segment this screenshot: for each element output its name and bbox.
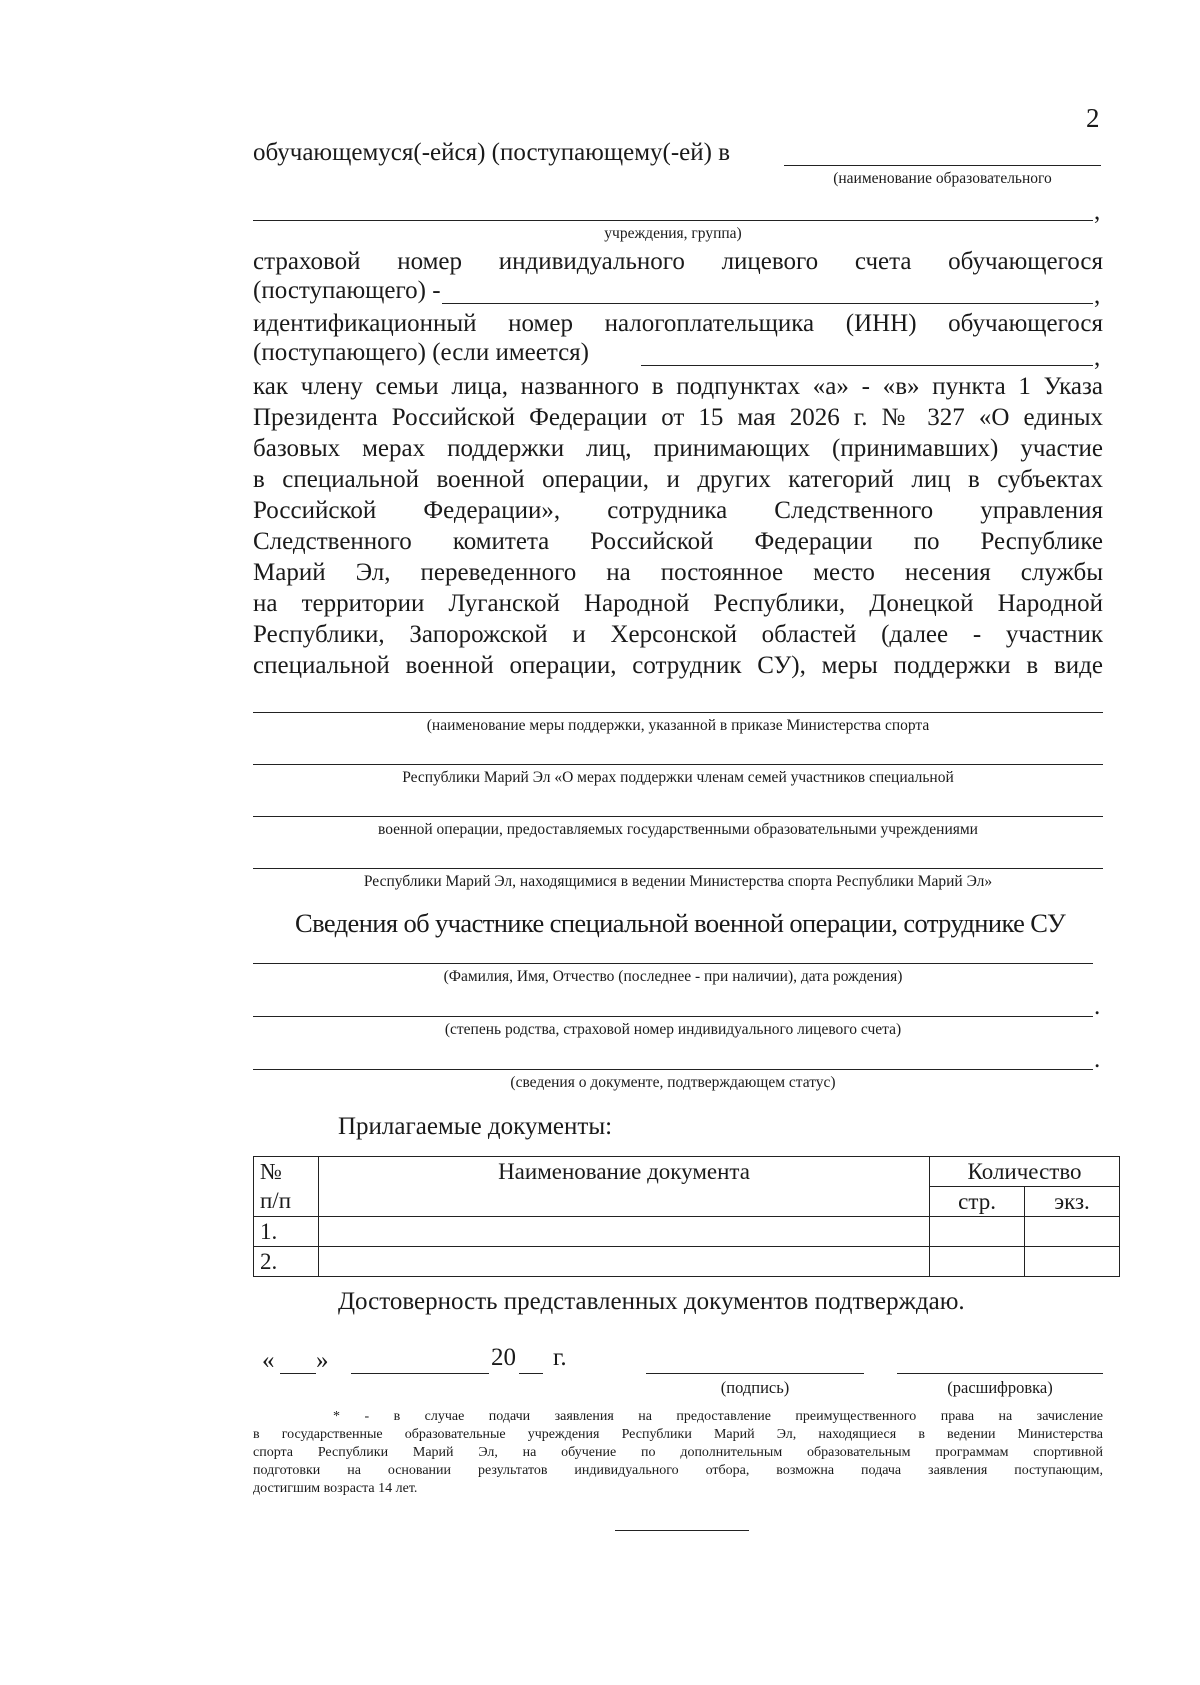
row-number: 1. <box>254 1217 319 1247</box>
col-copies-header: экз. <box>1025 1187 1120 1217</box>
attachments-table <box>253 1156 1120 1277</box>
measure-caption: (наименование меры поддержки, указанной в приказе Министерства спорта <box>426 717 930 734</box>
snils-label: страховой номер индивидуального лицевого счета обучающегося <box>253 248 1103 275</box>
date-close-quote: » <box>316 1347 329 1374</box>
snils-label-cont: (поступающего) - <box>253 277 441 304</box>
body-line: специальной военной операции, сотрудник СУ), меры поддержки в виде <box>253 652 1103 679</box>
body-line: Марий Эл, переведенного на постоянное место несения службы <box>253 559 1103 586</box>
body-line: Президента Российской Федерации от 15 мая 2026 г. № 327 «О единых <box>253 404 1103 431</box>
measure-caption: Республики Марий Эл «О мерах поддержки членам семей участников специальной <box>402 769 954 786</box>
participant-name-field[interactable] <box>253 963 1093 964</box>
confirmation-text: Достоверность представленных документов подтверждаю. <box>338 1288 965 1315</box>
footnote-line: достигшим возраста 14 лет. <box>253 1481 418 1496</box>
date-open-quote: « <box>262 1347 275 1374</box>
col-qty-header: Количество <box>930 1157 1120 1187</box>
pages-cell[interactable] <box>930 1217 1025 1247</box>
transcript-caption: (расшифровка) <box>947 1378 1053 1397</box>
table-row <box>254 1247 1120 1277</box>
institution-name-field[interactable] <box>784 165 1101 166</box>
footnote-line: спорта Республики Марий Эл, на обучение по дополнительным образовательным программам спортивной <box>253 1445 1103 1460</box>
measure-caption: Республики Марий Эл, находящимися в ведении Министерства спорта Республики Марий Эл» <box>363 873 993 890</box>
inn-label-cont: (поступающего) (если имеется) <box>253 339 590 366</box>
period: . <box>1094 993 1101 1020</box>
measure-caption: военной операции, предоставляемых государственными образовательными учреждениями <box>378 821 978 838</box>
col-number-header: № <box>254 1157 319 1187</box>
participant-heading: Сведения об участнике специальной военной операции, сотруднике СУ <box>295 908 1066 938</box>
date-day-field[interactable] <box>280 1373 316 1374</box>
comma: , <box>1094 344 1101 371</box>
participant-relation-field[interactable] <box>253 1016 1093 1017</box>
participant-status-field[interactable] <box>253 1069 1093 1070</box>
col-number-header-2: п/п <box>254 1187 319 1217</box>
body-line: Следственного комитета Российской Федерации по Республике <box>253 528 1103 555</box>
measure-field[interactable] <box>253 712 1103 713</box>
participant-relation-caption: (степень родства, страховой номер индивидуального лицевого счета) <box>444 1021 902 1038</box>
col-name-header: Наименование документа <box>318 1157 929 1217</box>
measure-field[interactable] <box>253 764 1103 765</box>
participant-name-caption: (Фамилия, Имя, Отчество (последнее - при наличии), дата рождения) <box>443 968 903 985</box>
intro-text: обучающемуся(-ейся) (поступающему(-ей) в <box>253 139 731 166</box>
document-name-cell[interactable] <box>318 1217 929 1247</box>
date-year-field[interactable] <box>519 1373 543 1374</box>
institution-caption: (наименование образовательного <box>833 170 1052 187</box>
transcript-field[interactable] <box>897 1373 1103 1374</box>
inn-field[interactable] <box>641 365 1093 366</box>
attachments-heading: Прилагаемые документы: <box>338 1113 613 1140</box>
signature-field[interactable] <box>646 1373 864 1374</box>
page-number: 2 <box>1086 103 1100 133</box>
body-line: на территории Луганской Народной Республики, Донецкой Народной <box>253 590 1103 617</box>
period: . <box>1094 1046 1101 1073</box>
date-year-prefix: 20 <box>491 1344 516 1371</box>
table-row <box>254 1217 1120 1247</box>
document-name-cell[interactable] <box>318 1247 929 1277</box>
inn-label: идентификационный номер налогоплательщика (ИНН) обучающегося <box>253 310 1103 337</box>
date-month-field[interactable] <box>351 1373 489 1374</box>
date-year-suffix: г. <box>553 1344 567 1371</box>
snils-field[interactable] <box>442 303 1093 304</box>
col-pages-header: стр. <box>930 1187 1025 1217</box>
pages-cell[interactable] <box>930 1247 1025 1277</box>
signature-caption: (подпись) <box>720 1378 790 1397</box>
footnote-line: в государственные образовательные учреждения Республики Марий Эл, находящиеся в ведении Министерства <box>253 1427 1103 1442</box>
body-line: базовых мерах поддержки лиц, принимающих (принимавших) участие <box>253 435 1103 462</box>
copies-cell[interactable] <box>1025 1247 1120 1277</box>
body-line: в специальной военной операции, и других категорий лиц в субъектах <box>253 466 1103 493</box>
body-line: как члену семьи лица, названного в подпунктах «а» - «в» пункта 1 Указа <box>253 373 1103 400</box>
comma: , <box>1094 198 1101 225</box>
comma: , <box>1094 282 1101 309</box>
body-line: Республики, Запорожской и Херсонской областей (далее - участник <box>253 621 1103 648</box>
measure-field[interactable] <box>253 868 1103 869</box>
copies-cell[interactable] <box>1025 1217 1120 1247</box>
footnote-line: * - в случае подачи заявления на предоставление преимущественного права на зачисление <box>333 1409 1103 1424</box>
measure-field[interactable] <box>253 816 1103 817</box>
group-caption: учреждения, группа) <box>604 225 742 242</box>
body-line: Российской Федерации», сотрудника Следственного управления <box>253 497 1103 524</box>
institution-group-field[interactable] <box>253 220 1093 221</box>
footnote-line: подготовки на основании результатов индивидуального отбора, возможна подача заявления поступающим, <box>253 1463 1103 1478</box>
row-number: 2. <box>254 1247 319 1277</box>
footnote <box>253 1408 1103 1498</box>
participant-status-caption: (сведения о документе, подтверждающем статус) <box>510 1074 836 1091</box>
end-divider <box>615 1530 749 1531</box>
